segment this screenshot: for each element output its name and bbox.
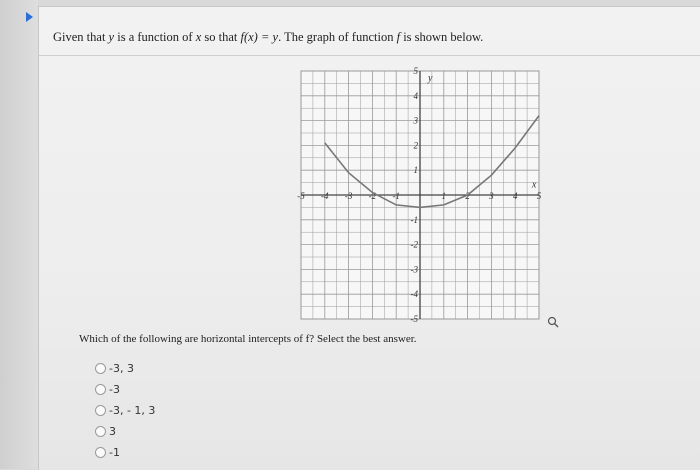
y-tick-label: -2	[410, 239, 418, 250]
radio-button[interactable]	[95, 363, 106, 374]
header-divider	[39, 55, 700, 56]
question-panel	[38, 6, 700, 470]
y-axis-label: y	[428, 72, 433, 84]
arrow-icon[interactable]	[26, 12, 33, 22]
radio-button[interactable]	[95, 426, 106, 437]
radio-button[interactable]	[95, 405, 106, 416]
graph	[295, 65, 545, 330]
question-text	[53, 30, 483, 45]
question-formula: f(x) = y	[240, 30, 279, 44]
y-tick-label: -3	[410, 264, 418, 275]
y-tick-label: 5	[413, 66, 418, 76]
x-axis-label: x	[531, 179, 537, 191]
radio-button[interactable]	[95, 447, 106, 458]
option-label: -3, 3	[109, 362, 134, 375]
radio-button[interactable]	[95, 384, 106, 395]
x-tick-label: 1	[441, 191, 447, 201]
question-end: is shown below.	[403, 30, 484, 44]
answer-option-3[interactable]	[95, 400, 155, 421]
question-middle: is a function of	[117, 30, 193, 44]
x-tick-label: -4	[321, 191, 329, 201]
answer-option-2[interactable]	[95, 379, 155, 400]
y-tick-label: 2	[413, 140, 418, 151]
y-tick-label: 4	[413, 90, 418, 101]
answer-option-5[interactable]	[95, 442, 155, 463]
question-prefix: Given that	[53, 30, 106, 44]
y-tick-label: -1	[410, 214, 418, 225]
x-tick-label: -3	[344, 191, 353, 201]
y-tick-label: 3	[413, 115, 418, 126]
option-label: -1	[109, 446, 120, 459]
x-tick-label: -5	[297, 191, 305, 201]
left-strip	[0, 0, 38, 469]
option-label: -3	[109, 383, 120, 396]
answer-options	[95, 358, 155, 463]
option-label: -3, - 1, 3	[109, 404, 156, 417]
question-f-name: f	[396, 30, 401, 44]
question-so-that: so that	[204, 30, 238, 44]
y-tick-label: 1	[413, 165, 418, 176]
answer-option-4[interactable]	[95, 421, 155, 442]
x-tick-label: 4	[512, 191, 518, 201]
x-tick-label: -1	[392, 191, 400, 201]
y-tick-label: -4	[410, 289, 418, 300]
function-graph	[295, 65, 545, 325]
answer-option-1[interactable]	[95, 358, 155, 379]
x-tick-label: 3	[489, 191, 494, 201]
y-tick-label: -5	[410, 314, 418, 324]
question-x-var: x	[195, 30, 202, 44]
question-y-var: y	[108, 30, 115, 44]
zoom-icon[interactable]	[547, 316, 559, 328]
x-tick-label: 5	[536, 191, 542, 201]
option-label: 3	[109, 425, 116, 438]
x-tick-label: -2	[368, 191, 377, 201]
x-tick-label: 2	[465, 191, 470, 201]
question-suffix: . The graph of function	[278, 30, 394, 44]
sub-question: Which of the following are horizontal intercepts of f? Select the best answer.	[79, 333, 417, 345]
